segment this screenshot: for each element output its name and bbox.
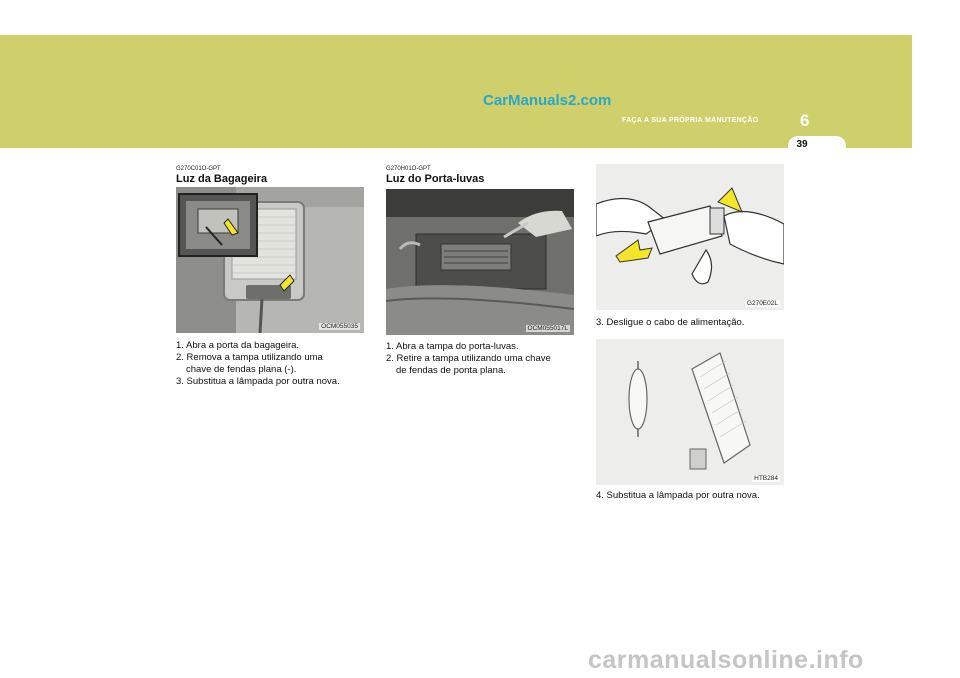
luggage-light-illustration	[176, 187, 364, 333]
steps-luggage	[176, 340, 366, 388]
bulb-illustration	[596, 339, 784, 485]
image-label-bulb: HTB284	[754, 475, 778, 482]
list-item: 1. Abra a tampa do porta-luvas.	[386, 341, 519, 352]
section-code-glovebox: G270H01O-GPT	[386, 166, 431, 172]
glovebox-light-photo	[386, 189, 574, 335]
section-code-luggage: G270C01O-GPT	[176, 166, 221, 172]
image-label-disconnect: G270E02L	[746, 300, 778, 307]
glovebox-illustration	[386, 189, 574, 335]
watermark-carmanuals2[interactable]: CarManuals2.com	[483, 92, 612, 109]
disconnect-cable-photo	[596, 164, 784, 310]
header-band	[0, 35, 912, 148]
image-label-glovebox: OCM055017L	[527, 325, 568, 332]
step-3-text: 3. Desligue o cabo de alimentação.	[596, 317, 745, 328]
disconnect-cable-illustration	[596, 164, 784, 310]
page-number: 39	[796, 139, 808, 150]
list-item: 1. Abra a porta da bagageira.	[176, 340, 300, 351]
chapter-number: 6	[800, 111, 810, 130]
list-item: 3. Substitua a lâmpada por outra nova.	[176, 376, 340, 387]
list-item: 2. Remova a tampa utilizando uma	[176, 352, 323, 363]
bulb-replacement-photo	[596, 339, 784, 485]
steps-glovebox	[386, 341, 576, 377]
section-title-glovebox: Luz do Porta-luvas	[386, 173, 485, 185]
section-title-luggage: Luz da Bagageira	[176, 173, 268, 185]
luggage-light-photo	[176, 187, 364, 333]
step-4-text: 4. Substitua a lâmpada por outra nova.	[596, 490, 760, 501]
list-item: 2. Retire a tampa utilizando uma chave	[386, 353, 551, 364]
list-item: de fendas de ponta plana.	[396, 365, 506, 376]
list-item: chave de fendas plana (-).	[186, 364, 297, 375]
image-label-luggage: OCM055035	[321, 323, 358, 330]
chapter-title: FAÇA A SUA PRÓPRIA MANUTENÇÃO	[622, 117, 759, 124]
watermark-carmanualsonline[interactable]: carmanualsonline.info	[588, 646, 864, 674]
